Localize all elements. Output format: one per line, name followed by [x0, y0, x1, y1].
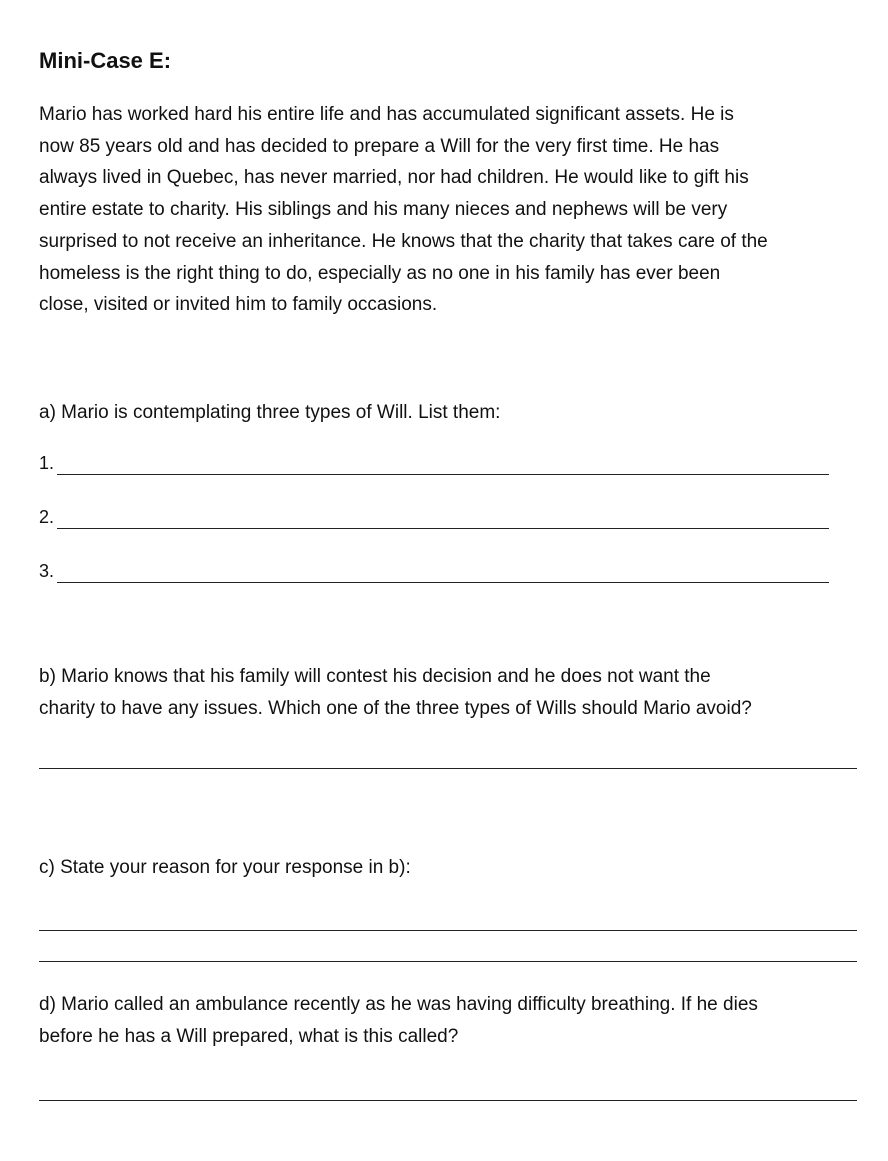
answer-a-2-number: 2. [39, 507, 55, 527]
question-c: c) State your reason for your response in b): [39, 857, 411, 878]
answer-a-2[interactable] [39, 505, 829, 529]
answer-a-1-number: 1. [39, 453, 55, 473]
answer-a-1[interactable] [39, 451, 829, 475]
intro-line: entire estate to charity. His siblings and his many nieces and nephews will be very [39, 199, 728, 221]
answer-a-3[interactable] [39, 559, 829, 583]
intro-line: surprised to not receive an inheritance. He knows that the charity that takes care of the [39, 230, 768, 252]
question-d-line: before he has a Will prepared, what is this called? [39, 1025, 459, 1047]
answer-a-1-line [57, 474, 829, 475]
answer-a-3-line [57, 582, 829, 583]
answer-a-3-number: 3. [39, 561, 55, 581]
intro-line: now 85 years old and has decided to prepare a Will for the very first time. He has [39, 135, 720, 157]
intro-line: close, visited or invited him to family occasions. [39, 294, 438, 316]
case-intro [39, 99, 859, 321]
question-b-line: b) Mario knows that his family will contest his decision and he does not want the [39, 666, 711, 687]
answer-a-2-line [57, 528, 829, 529]
answer-c-line-2[interactable] [39, 961, 857, 962]
question-b-line: charity to have any issues. Which one of the three types of Wills should Mario avoid? [39, 697, 752, 719]
intro-line: Mario has worked hard his entire life and has accumulated significant assets. He is [39, 104, 734, 125]
intro-line: homeless is the right thing to do, especially as no one in his family has ever been [39, 262, 721, 284]
question-a: a) Mario is contemplating three types of Will. List them: [39, 402, 501, 423]
question-b [39, 661, 859, 724]
case-title: Mini-Case E: [39, 48, 172, 73]
question-d [39, 989, 859, 1052]
answer-b-line[interactable] [39, 768, 857, 769]
question-d-line: d) Mario called an ambulance recently as he was having difficulty breathing. If he dies [39, 994, 758, 1015]
intro-line: always lived in Quebec, has never married, nor had children. He would like to gift his [39, 167, 749, 189]
answer-d-line[interactable] [39, 1100, 857, 1101]
answer-c-line-1[interactable] [39, 930, 857, 931]
